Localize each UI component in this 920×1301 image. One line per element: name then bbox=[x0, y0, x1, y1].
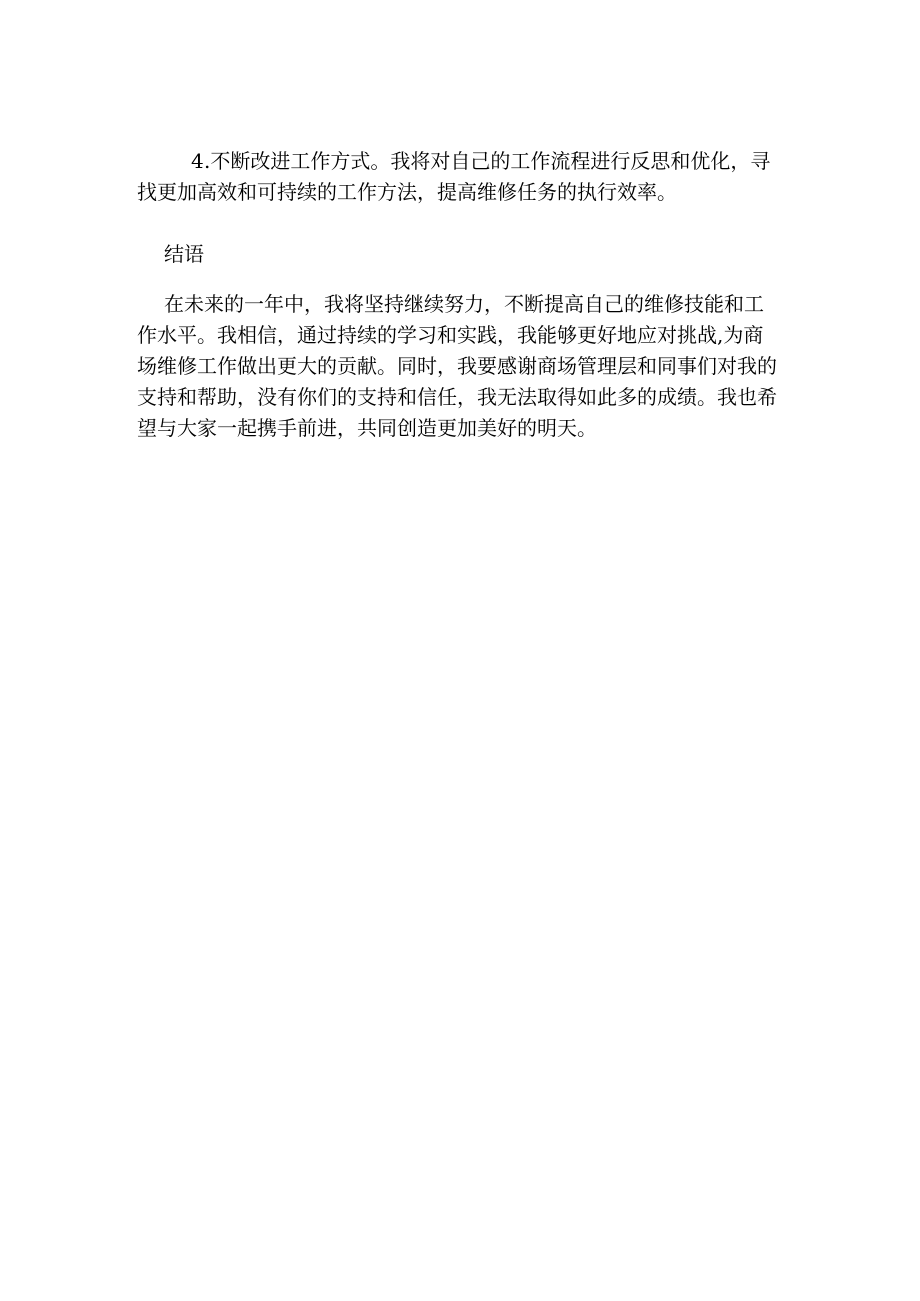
list-item-text: .不断改进工作方式。我将对自己的工作流程进行反思和优化，寻找更加高效和可持续的工作方法，提高维修任务的执行效率。 bbox=[137, 149, 771, 204]
list-item-4 bbox=[137, 146, 777, 208]
list-item-number: 4 bbox=[191, 149, 204, 173]
section-heading-conclusion: 结语 bbox=[164, 242, 204, 266]
conclusion-paragraph: 在未来的一年中，我将坚持继续努力，不断提高自己的维修技能和工作水平。我相信，通过持续的学习和实践，我能够更好地应对挑战,为商场维修工作做出更大的贡献。同时，我要感谢商场管理层和同事们对我的支持和帮助，没有你们的支持和信任，我无法取得如此多的成绩。我也希望与大家一起携手前进，共同创造更加美好的明天。 bbox=[137, 292, 777, 440]
